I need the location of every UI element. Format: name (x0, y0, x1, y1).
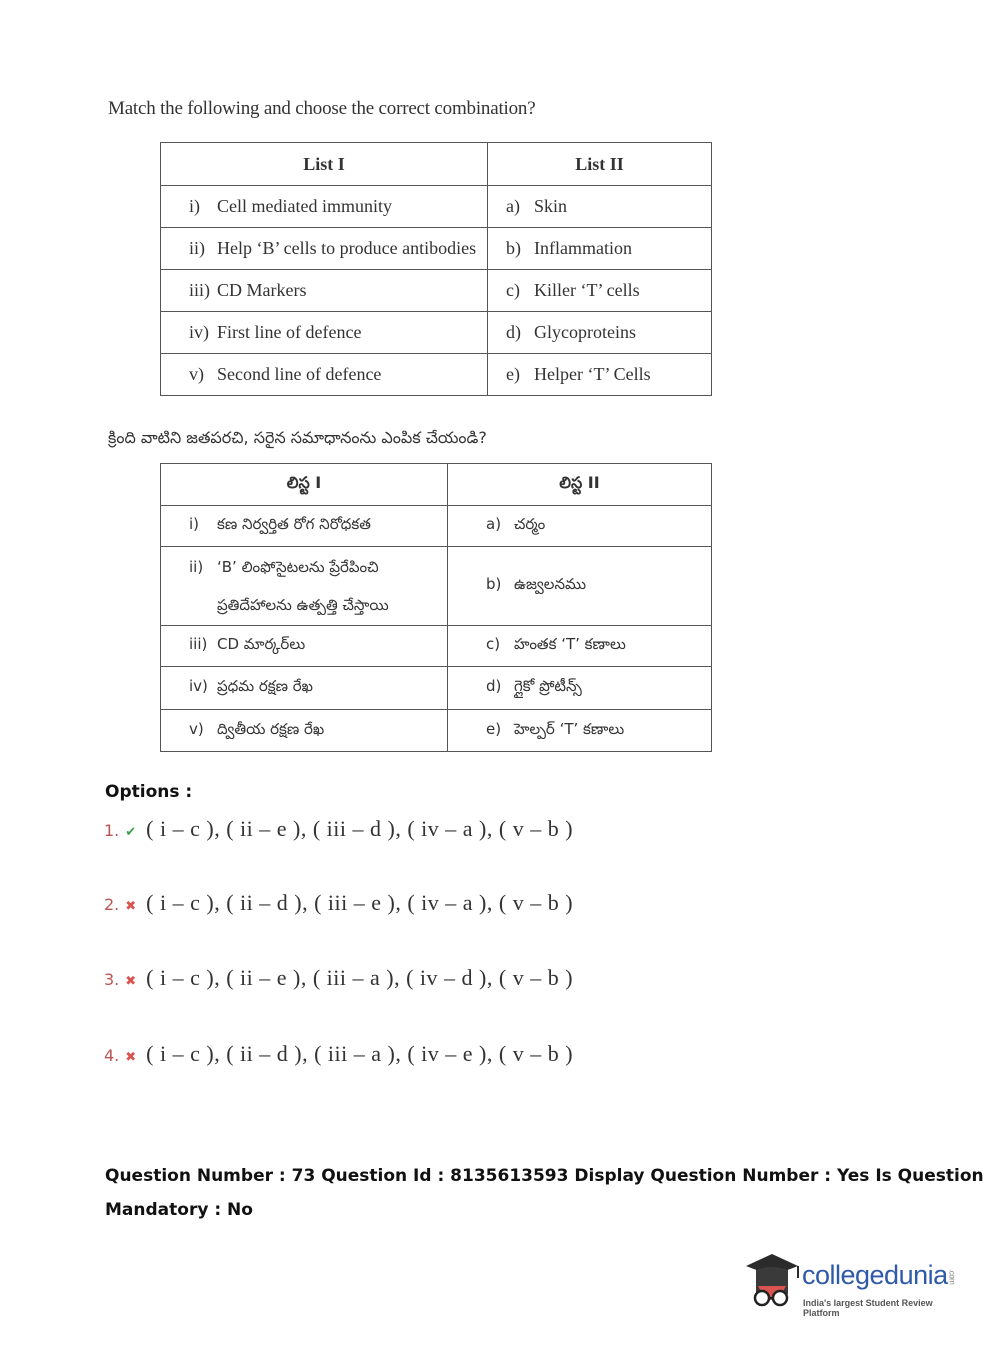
wrong-cross-icon: ✖ (125, 1050, 137, 1065)
list-2-item: హంతక ‘T’ కణాలు (514, 635, 626, 653)
list-1-item-cont: ప్రతిదేహాలను ఉత్పత్తి చేస్తాయి (217, 596, 389, 614)
row-number: iii) (189, 635, 208, 653)
option-4[interactable] (104, 1041, 573, 1067)
list-2-item: Helper ‘T’ Cells (534, 364, 651, 384)
table-row (161, 270, 712, 312)
option-2[interactable] (104, 890, 573, 916)
question-text-english: Match the following and choose the correct combination? (108, 98, 536, 119)
option-3[interactable] (104, 965, 573, 991)
option-text: ( i – c ), ( ii – e ), ( iii – d ), ( iv – a ), ( v – b ) (146, 816, 574, 841)
option-number: 3. (104, 970, 120, 989)
option-text: ( i – c ), ( ii – d ), ( iii – a ), ( iv – e ), ( v – b ) (146, 1041, 574, 1066)
row-number: i) (189, 515, 200, 533)
table-row (161, 547, 712, 626)
option-text: ( i – c ), ( ii – d ), ( iii – e ), ( iv – a ), ( v – b ) (146, 890, 574, 915)
logo-tld: .com (947, 1268, 957, 1284)
correct-check-icon: ✔ (125, 825, 137, 840)
row-letter: a) (506, 196, 520, 216)
list-2-item: Glycoproteins (534, 322, 636, 342)
list-2-item: Inflammation (534, 238, 632, 258)
list-1-item: కణ నిర్వర్తిత రోగ నిరోధకత (217, 515, 371, 533)
logo-tagline: India's largest Student Review Platform (803, 1298, 933, 1318)
table-row (161, 228, 712, 270)
row-number: ii) (189, 558, 204, 576)
row-letter: b) (486, 575, 502, 593)
row-number: iv) (189, 322, 209, 342)
question-meta-line-2: Mandatory : No (105, 1200, 253, 1220)
question-meta-line: Question Number : 73 Question Id : 8135613593 Display Question Number : Yes Is Question (105, 1166, 984, 1186)
table-row (161, 354, 712, 396)
match-table-telugu (160, 463, 712, 752)
table-row (161, 667, 712, 710)
row-letter: b) (506, 238, 521, 258)
options-heading: Options : (105, 782, 193, 802)
logo-wordmark: collegedunia (802, 1260, 948, 1290)
row-letter: e) (506, 364, 520, 384)
option-text: ( i – c ), ( ii – e ), ( iii – a ), ( iv – d ), ( v – b ) (146, 965, 574, 990)
row-number: iii) (189, 280, 210, 300)
list-2-header: List II (488, 143, 712, 186)
list-2-item: Killer ‘T’ cells (534, 280, 640, 300)
list-1-item: CD Markers (217, 280, 307, 300)
list-1-header: List I (161, 143, 488, 186)
list-1-item: ద్వితీయ రక్షణ రేఖ (217, 719, 325, 738)
list-1-item: ‘B’ లింఫోసైటలను ప్రేరేపించి (217, 558, 379, 576)
list-1-item: Help ‘B’ cells to produce antibodies (217, 238, 477, 258)
question-text-telugu: క్రింది వాటిని జతపరచి, సరైన సమాధానంను ఎంపిక చేయండి? (108, 428, 487, 447)
list-2-item: చర్మం (514, 515, 546, 533)
wrong-cross-icon: ✖ (125, 899, 137, 914)
row-number: v) (189, 364, 204, 384)
table-row (161, 312, 712, 354)
row-letter: c) (486, 635, 501, 653)
list-2-header: లిస్ట II (448, 464, 712, 506)
list-2-item: హెల్పర్ ‘T’ కణాలు (514, 719, 625, 738)
list-1-item: ప్రధమ రక్షణ రేఖ (217, 677, 313, 695)
list-2-item: గ్లైకో ప్రోటీన్స్ (514, 677, 582, 695)
row-number: v) (189, 719, 204, 738)
list-1-header: లిస్ట I (161, 464, 448, 506)
list-1-item: Cell mediated immunity (217, 196, 392, 216)
row-letter: e) (486, 719, 502, 738)
list-1-item: CD మార్కర్‌లు (217, 635, 306, 653)
row-letter: c) (506, 280, 520, 300)
option-number: 4. (104, 1046, 120, 1065)
list-2-item: ఉజ్వలనము (514, 575, 587, 593)
list-1-item: Second line of defence (217, 364, 382, 384)
table-row (161, 626, 712, 667)
table-row (161, 710, 712, 752)
match-table-english (160, 142, 712, 396)
option-number: 1. (104, 821, 120, 840)
mascot-icon (742, 1250, 804, 1320)
table-row (161, 506, 712, 547)
option-number: 2. (104, 895, 120, 914)
row-letter: d) (486, 677, 502, 695)
row-number: ii) (189, 238, 205, 258)
row-number: iv) (189, 677, 208, 695)
list-1-item: First line of defence (217, 322, 362, 342)
list-2-item: Skin (534, 196, 568, 216)
wrong-cross-icon: ✖ (125, 974, 137, 989)
row-letter: a) (486, 515, 502, 533)
row-letter: d) (506, 322, 521, 342)
table-row (161, 186, 712, 228)
row-number: i) (189, 196, 200, 216)
collegedunia-logo[interactable] (742, 1250, 967, 1320)
option-1[interactable] (104, 816, 573, 842)
